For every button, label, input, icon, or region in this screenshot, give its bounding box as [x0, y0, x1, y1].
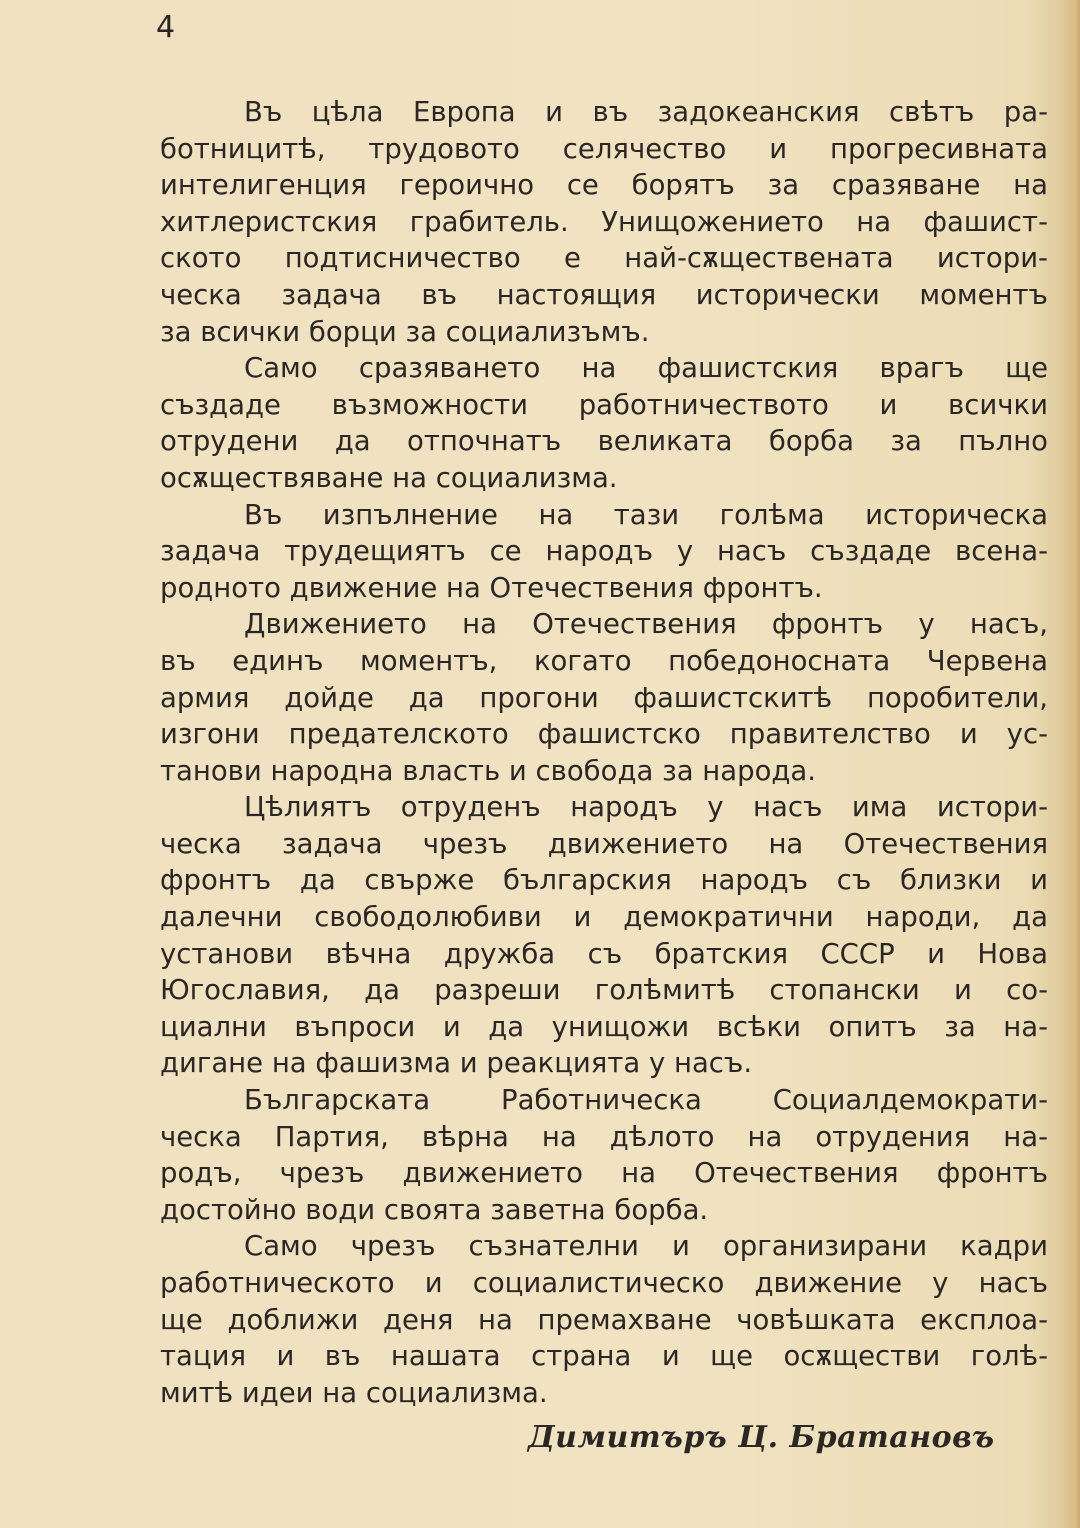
text-line: ческа Партия, вѣрна на дѣлото на отрудения на- [160, 1120, 1048, 1153]
text-line: тация и въ нашата страна и ще осѫществи голѣ- [160, 1340, 1048, 1373]
paragraph [160, 789, 1048, 1082]
text-line: далечни свободолюбиви и демократични народи, да [160, 901, 1048, 934]
text-line: армия дойде да прогони фашистскитѣ поробители, [160, 681, 1048, 714]
paragraph [160, 1082, 1048, 1228]
text-line: въ единъ моментъ, когато победоносната Червена [160, 644, 1048, 677]
text-line: работническото и социалистическо движение у насъ [160, 1267, 1048, 1299]
text-line: за всички борци за социализъмъ. [160, 315, 650, 348]
text-line: създаде възможности работничеството и всички [160, 388, 1048, 421]
text-line: фронтъ да свърже българския народъ съ близки и [160, 864, 1048, 897]
text-line: Въ изпълнение на тази голѣма историческа [244, 498, 1048, 531]
page-number: 4 [156, 10, 176, 45]
text-line: ще доближи деня на премахване човѣшката експлоа- [160, 1303, 1048, 1336]
text-line: ботницитѣ, трудовото селячество и прогресивната [160, 132, 1048, 165]
paragraph [160, 606, 1048, 789]
text-line: Българската Работническа Социалдемократи- [244, 1084, 1048, 1117]
text-line: установи вѣчна дружба съ братския СССР и Нова [160, 937, 1048, 970]
text-line: интелигенция героично се борятъ за сразяване на [160, 169, 1048, 202]
text-line: Цѣлиятъ отруденъ народъ у насъ има истори- [244, 791, 1048, 824]
text-line: циални въпроси и да унищожи всѣки опитъ за на- [160, 1010, 1048, 1043]
text-line: Движението на Отечествения фронтъ у насъ, [244, 608, 1048, 641]
text-line: осѫществяване на социализма. [160, 461, 618, 494]
text-line: родъ, чрезъ движението на Отечествения фронтъ [160, 1157, 1048, 1190]
text-line: задача трудещиятъ се народъ у насъ създаде всена- [160, 535, 1048, 568]
text-line: достойно води своята заветна борба. [160, 1193, 709, 1226]
text-line: танови народна власть и свобода за народа. [160, 754, 817, 787]
article-body [160, 94, 1048, 1411]
text-line: ческа задача чрезъ движението на Отечествения [160, 827, 1048, 860]
text-line: ческа задача въ настоящия исторически моментъ [160, 278, 1048, 311]
paragraph [160, 94, 1048, 350]
paragraph [160, 350, 1048, 496]
text-line: отрудени да отпочнатъ великата борба за пълно [160, 425, 1048, 458]
text-line: родното движение на Отечествения фронтъ. [160, 571, 823, 604]
text-line: Само сразяването на фашистския врагъ ще [244, 352, 1048, 385]
paragraph [160, 1228, 1048, 1411]
page-edge [1064, 0, 1080, 1528]
text-line: хитлеристския грабитель. Унищожението на фашист- [160, 205, 1048, 238]
text-line: митѣ идеи на социализма. [160, 1376, 548, 1409]
text-line: ското подтисничество е най-сѫществената истори- [160, 242, 1048, 275]
text-line: Само чрезъ съзнателни и организирани кадри [244, 1230, 1048, 1263]
text-line: Югославия, да разреши голѣмитѣ стопански и со- [160, 974, 1048, 1007]
text-line: изгони предателското фашистско правителство и ус- [160, 718, 1048, 751]
text-line: дигане на фашизма и реакцията у насъ. [160, 1047, 753, 1080]
text-line: Въ цѣла Европа и въ задокеанския свѣтъ ра- [244, 96, 1048, 128]
author-signature: Димитъръ Ц. Братановъ [528, 1420, 995, 1455]
paragraph [160, 497, 1048, 607]
